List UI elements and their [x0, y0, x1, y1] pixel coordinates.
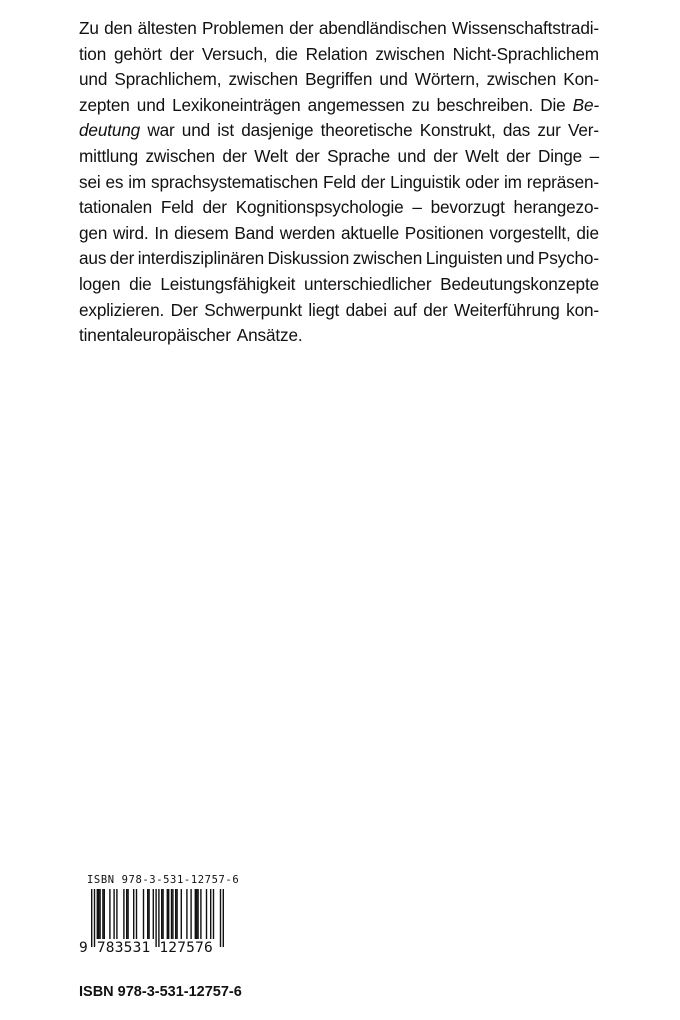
word: auf [393, 299, 417, 320]
word: den [104, 18, 133, 38]
word: die [129, 273, 152, 294]
word: zwischen [352, 248, 423, 269]
barcode-bar [143, 889, 144, 939]
word: war [147, 120, 175, 141]
barcode-bar [104, 889, 105, 939]
word: Wörtern, [414, 69, 480, 90]
barcode-bar [97, 889, 98, 939]
word: zur [537, 120, 561, 141]
barcode-bar [195, 889, 196, 939]
word: der [360, 171, 386, 192]
word: vorgestellt, [489, 222, 571, 243]
word: Konstrukt, [419, 120, 496, 141]
word-emphasis [573, 93, 599, 119]
word: sei [79, 171, 101, 192]
word: Bedeutungskonzepte [440, 273, 599, 294]
barcode-block [79, 874, 240, 970]
barcode-bar [168, 889, 169, 939]
barcode-bar [213, 889, 214, 939]
word: Weiterführung [454, 299, 560, 320]
word: theoretische [320, 120, 413, 141]
word: abendländischen [318, 18, 447, 38]
word: beschreiben. [436, 94, 534, 115]
barcode-bar [99, 889, 100, 939]
word: zwischen [228, 69, 298, 90]
word: das [502, 120, 531, 141]
word: aktuelle [340, 222, 400, 243]
word: die [275, 43, 298, 64]
barcode-guard-bar [223, 889, 224, 947]
barcode-bar [206, 889, 207, 939]
word: gehört [113, 43, 162, 64]
word: im [128, 171, 147, 192]
word: Lexikoneinträgen [172, 94, 301, 115]
word: werden [279, 222, 336, 243]
barcode-bar [162, 889, 163, 939]
word: oder [465, 171, 500, 192]
word: ist [217, 120, 234, 141]
word: sprachsystematischen [151, 171, 319, 192]
word: Zu [79, 18, 99, 38]
word: Nicht-Sprachlichem [452, 43, 599, 64]
blurb-line [79, 42, 599, 68]
word: der [423, 299, 448, 320]
word: und [506, 248, 535, 269]
word: und [136, 94, 166, 115]
word: Kognitionspsychologie [235, 197, 404, 218]
word: Ver- [567, 120, 599, 141]
barcode-bar [148, 889, 149, 939]
blurb-line [79, 93, 599, 119]
italic-word: Be- [572, 94, 599, 115]
word: herangezo- [513, 197, 599, 218]
blurb-line [79, 221, 599, 247]
word: Der [170, 299, 198, 320]
word: zwischen [375, 43, 445, 64]
barcode-bar [113, 889, 114, 939]
barcode-bar [172, 889, 173, 939]
word: die [576, 222, 599, 243]
word-emphasis [79, 118, 140, 144]
word: Positionen [404, 222, 484, 243]
barcode-bar [116, 889, 117, 939]
word: tion [79, 43, 107, 64]
word: Die [540, 94, 566, 115]
word: gen [79, 222, 108, 243]
word: angemessen [307, 94, 405, 115]
barcode-bar [167, 889, 168, 939]
blurb-line [79, 67, 599, 93]
barcode-guard-bar [155, 889, 156, 947]
word: Wissenschaftstradi- [451, 18, 599, 38]
word: der [222, 145, 247, 166]
word: Sprache [327, 145, 391, 166]
italic-word: deutung [79, 120, 141, 141]
word: Ansätze. [236, 325, 303, 346]
word: Dinge [537, 145, 583, 166]
barcode-bar [175, 889, 176, 939]
barcode-bar [127, 889, 128, 939]
word: es [105, 171, 124, 192]
word: dasjenige [241, 120, 314, 141]
word: zwischen [486, 69, 557, 90]
word: Schwerpunkt [204, 299, 302, 320]
word: dabei [345, 299, 387, 320]
word: repräsen- [526, 171, 599, 192]
word: Welt [465, 145, 499, 166]
blurb-line [79, 170, 599, 196]
word: wird. [113, 222, 149, 243]
word: logen [79, 273, 121, 294]
word: der [169, 43, 194, 64]
barcode-bar [109, 889, 110, 939]
blurb-line [79, 195, 599, 221]
word: liegt [308, 299, 340, 320]
word: – [589, 145, 599, 166]
blurb-text [79, 16, 599, 349]
word: In [154, 222, 169, 243]
word: kon- [566, 299, 599, 320]
blurb-line [79, 246, 599, 272]
word: Sprachlichem, [114, 69, 222, 90]
word: unterschiedlicher [304, 273, 432, 294]
barcode-bar [210, 889, 211, 939]
word: Begriffen [305, 69, 373, 90]
barcode-digits: 9 783531 127576 [79, 940, 213, 956]
word: aus [79, 248, 107, 269]
barcode-guard-bar [158, 889, 159, 947]
word: Problemen [201, 18, 284, 38]
barcode-bar [176, 889, 177, 939]
word: Linguistik [390, 171, 461, 192]
barcode-guard-bar [220, 889, 221, 947]
blurb-line [79, 272, 599, 298]
word: bevorzugt [430, 197, 505, 218]
barcode-bar [186, 889, 187, 939]
barcode-bar [190, 889, 191, 939]
barcode-bar [161, 889, 162, 939]
barcode-isbn-label: ISBN 978-3-531-12757-6 [87, 874, 240, 886]
word: Band [234, 222, 274, 243]
word: der [109, 248, 135, 269]
barcode-bar [102, 889, 103, 939]
word: Psycho- [537, 248, 599, 269]
word: und [379, 69, 408, 90]
word: Relation [305, 43, 368, 64]
barcode-bar [197, 889, 198, 939]
word: Linguisten [425, 248, 503, 269]
word: Leistungsfähigkeit [160, 273, 296, 294]
barcode-bar [123, 889, 124, 939]
blurb-line [79, 298, 599, 324]
barcode-bar [153, 889, 154, 939]
barcode-bar [181, 889, 182, 939]
word: tinentaleuropäischer [79, 325, 231, 346]
blurb-line [79, 118, 599, 144]
barcode-guard-bar [94, 889, 95, 947]
word: zwischen [145, 145, 215, 166]
word: Feld [323, 171, 356, 192]
barcode-bar [171, 889, 172, 939]
word: und [397, 145, 426, 166]
blurb-line [79, 16, 599, 42]
blurb-line [79, 323, 599, 349]
word: – [412, 197, 422, 218]
blurb-line [79, 144, 599, 170]
barcode-bar [196, 889, 197, 939]
word: der [506, 145, 531, 166]
word: ältesten [137, 18, 197, 38]
word: der [295, 145, 320, 166]
word: explizieren. [79, 299, 165, 320]
barcode-bar [200, 889, 201, 939]
barcode-bar [133, 889, 134, 939]
word: Versuch, [201, 43, 268, 64]
word: Feld [160, 197, 194, 218]
isbn-number: ISBN 978-3-531-12757-6 [79, 984, 242, 1000]
word: diesem [174, 222, 229, 243]
word: und [79, 69, 108, 90]
barcode-bar [147, 889, 148, 939]
word: der [289, 18, 314, 38]
word: und [181, 120, 211, 141]
word: zu [411, 94, 430, 115]
barcode-bar [126, 889, 127, 939]
barcode-bar [136, 889, 137, 939]
barcode-bar [98, 889, 99, 939]
word: der [202, 197, 227, 218]
word: zepten [79, 94, 130, 115]
barcode-guard-bar [91, 889, 92, 947]
word: Diskussion [267, 248, 350, 269]
word: Kon- [563, 69, 599, 90]
word: interdisziplinären [137, 248, 265, 269]
word: tationalen [79, 197, 153, 218]
word: der [433, 145, 458, 166]
word: Welt [254, 145, 288, 166]
word: mittlung [79, 145, 138, 166]
word: im [504, 171, 522, 192]
